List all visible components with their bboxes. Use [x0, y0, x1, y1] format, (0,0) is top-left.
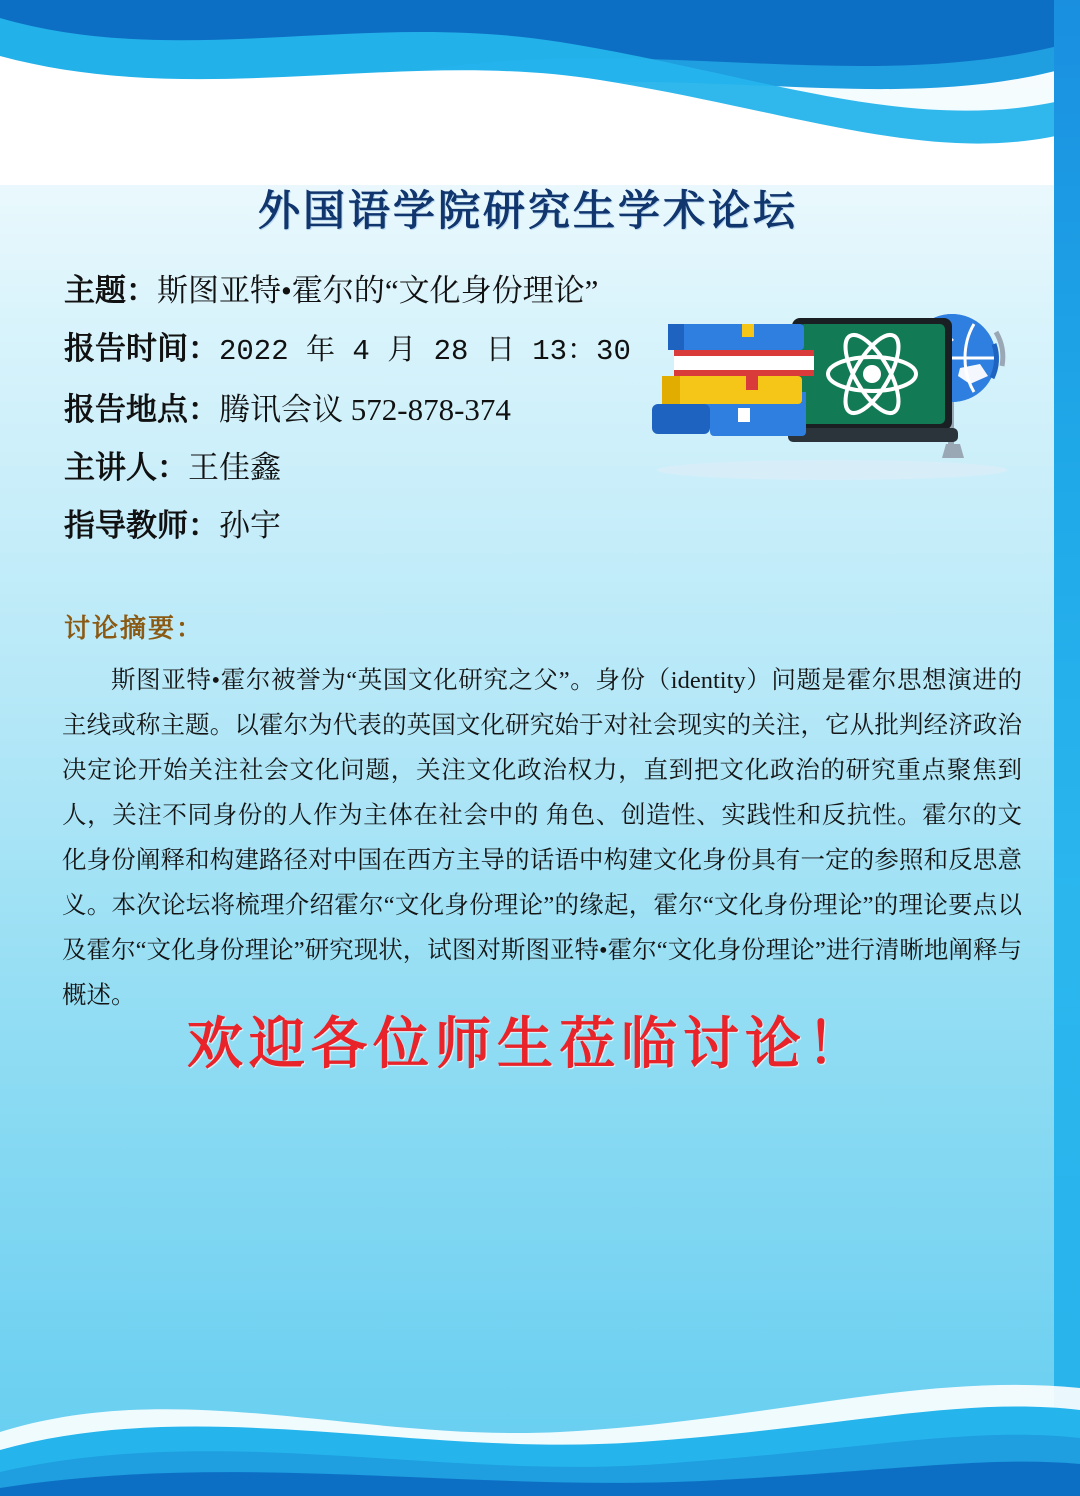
info-row-time — [64, 320, 684, 381]
top-wave-svg — [0, 0, 1080, 185]
info-label-advisor: 指导教师： — [64, 508, 219, 543]
abstract-heading: 讨论摘要： — [64, 614, 205, 643]
info-row-advisor — [64, 497, 684, 555]
welcome-message: 欢迎各位师生莅临讨论！ — [187, 1014, 869, 1076]
info-value-location: 腾讯会议 572-878-374 — [219, 392, 511, 427]
education-science-illustration — [642, 258, 1022, 488]
event-info-block — [64, 262, 684, 555]
info-label-time: 报告时间： — [64, 331, 219, 366]
illustration-shadow — [657, 460, 1007, 480]
info-label-topic: 主题： — [64, 273, 157, 308]
abstract-body: 斯图亚特•霍尔被誉为“英国文化研究之父”。身份（identity）问题是霍尔思想演进的主线或称主题。以霍尔为代表的英国文化研究始于对社会现实的关注，它从批判经济政治决定论开始关注社会文化问题，关注文化政治权力，直到把文化政治的研究重点聚焦到人，关注不同身份的人作为主体在社会中的 角色、创造性、实践性和反抗性。霍尔的文化身份阐释和构建路径对中国在西方主导的话语中构建文化身份具有一定的参照和反思意义。本次论坛将梳理介绍霍尔“文化身份理论”的缘起，霍尔“文化身份理论”的理论要点以及霍尔“文化身份理论”研究现状，试图对斯图亚特•霍尔“文化身份理论”进行清晰地阐释与概述。 — [62, 667, 1022, 1009]
info-row-speaker — [64, 439, 684, 497]
info-row-location — [64, 381, 684, 439]
info-row-topic — [64, 262, 684, 320]
bottom-wave-svg — [0, 1236, 1080, 1496]
info-value-time: 2022 年 4 月 28 日 13：30 — [219, 335, 631, 368]
bottom-wave-decoration — [0, 1236, 1080, 1496]
info-value-speaker: 王佳鑫 — [188, 450, 281, 485]
illustration-svg — [642, 258, 1022, 488]
info-value-topic: 斯图亚特•霍尔的“文化身份理论” — [157, 273, 599, 308]
poster-title-wrapper — [0, 178, 1056, 238]
books-stack-icon — [652, 324, 814, 436]
info-label-location: 报告地点： — [64, 392, 219, 427]
top-wave-decoration — [0, 0, 1080, 185]
info-value-advisor: 孙宇 — [219, 508, 281, 543]
chalkboard-icon — [788, 318, 958, 442]
page-title: 外国语学院研究生学术论坛 — [257, 189, 798, 235]
info-label-speaker: 主讲人： — [64, 450, 188, 485]
